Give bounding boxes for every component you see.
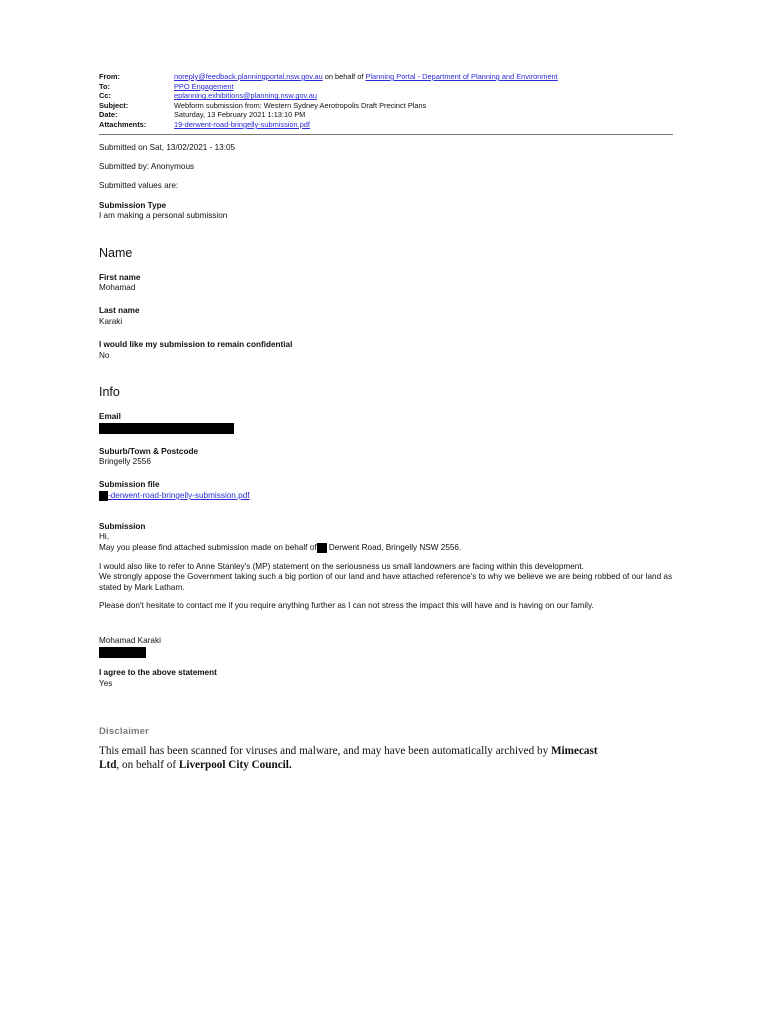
to-link[interactable]: PPO Engagement [174,81,234,91]
from-mid-text: on behalf of [322,72,366,81]
suburb-label: Suburb/Town & Postcode [99,446,199,456]
to-label: To: [99,81,110,91]
confidential-label: I would like my submission to remain confidential [99,340,293,350]
first-name-field [99,273,679,294]
line1-post: Derwent Road, Bringelly NSW 2556. [326,543,462,553]
header-divider [99,134,673,135]
subject-row [99,101,673,111]
last-name-label: Last name [99,306,140,316]
date-value: Saturday, 13 February 2021 1:13:10 PM [174,110,306,120]
address-redaction [317,543,327,553]
last-name-field [99,306,679,327]
from-value [174,72,673,82]
from-label: From: [99,72,120,81]
attachment-link[interactable]: 19-derwent-road-bringelly-submission.pdf [174,119,310,129]
first-name-value: Mohamad [99,283,136,293]
last-name-value: Karaki [99,317,123,327]
name-heading: Name [99,245,133,260]
confidential-field [99,340,679,361]
date-row [99,110,673,120]
submission-type-value: I am making a personal submission [99,211,228,221]
disclaimer-text [99,745,679,772]
agree-value: Yes [99,678,113,688]
to-row [99,82,673,92]
date-label: Date: [99,110,118,120]
agree-field [99,668,679,689]
submission-file-label: Submission file [99,480,160,490]
submission-file-field [99,480,679,501]
disclaimer-council: Liverpool City Council. [178,758,292,771]
attachments-label: Attachments: [99,119,147,129]
email-label: Email [99,412,121,422]
signature-name: Mohamad Karaki [99,636,161,646]
submission-type-field [99,201,679,222]
submission-greeting: Hi, [99,532,110,542]
submission-para3: Please don't hesitate to contact me if you require anything further as I can not stress the impact this will have and is having on our family. [99,601,594,611]
submission-para2a: I would also like to refer to Anne Stanley's (MP) statement on the seriousness us small landowners are facing within this development. [99,561,584,571]
submission-label: Submission [99,521,146,531]
email-body [99,143,679,702]
submission-type-label: Submission Type [99,200,167,210]
email-redaction [99,423,234,434]
from-row [99,72,673,82]
disclaimer-text-a: This email has been scanned for viruses and malware, and may have been automatically archived by [99,745,551,757]
submitted-values: Submitted values are: [99,181,179,191]
first-name-label: First name [99,272,141,282]
agree-label: I agree to the above statement [99,667,217,677]
subject-label: Subject: [99,100,129,110]
submission-para2b: We strongly appose the Government taking such a big portion of our land and have attached reference's to why we believe we are being robbed of our land as stated by Mark Latham. [99,572,673,592]
submitted-by: Submitted by: Anonymous [99,162,195,172]
submission-file-link[interactable]: -derwent-road-bringelly-submission.pdf [108,491,250,501]
cc-link[interactable]: eplanning.exhibitions@planning.nsw.gov.au [174,91,317,101]
file-redaction [99,491,108,501]
disclaimer-title: Disclaimer [99,726,150,737]
signature-redaction [99,647,146,658]
info-heading: Info [99,385,120,400]
disclaimer-company: Mimecast Ltd [99,745,598,771]
suburb-value: Bringelly 2556 [99,457,151,467]
confidential-value: No [99,350,110,360]
from-org-link[interactable]: Planning Portal - Department of Planning and Environment [365,72,558,81]
email-field [99,412,679,434]
submission-field [99,522,679,658]
disclaimer-text-b: , on behalf of [116,758,179,771]
cc-row [99,91,673,101]
submission-line1 [99,543,679,554]
submitted-on: Submitted on Sat, 13/02/2021 - 13:05 [99,143,236,152]
from-email-link[interactable]: noreply@feedback.planningportal.nsw.gov.au [174,72,323,81]
subject-value: Webform submission from: Western Sydney Aerotropolis Draft Precinct Plans [174,100,427,110]
suburb-field [99,447,679,468]
cc-label: Cc: [99,91,111,101]
email-header [99,72,673,130]
attachments-row [99,120,673,130]
line1-pre: May you please find attached submission made on behalf of [99,543,317,553]
